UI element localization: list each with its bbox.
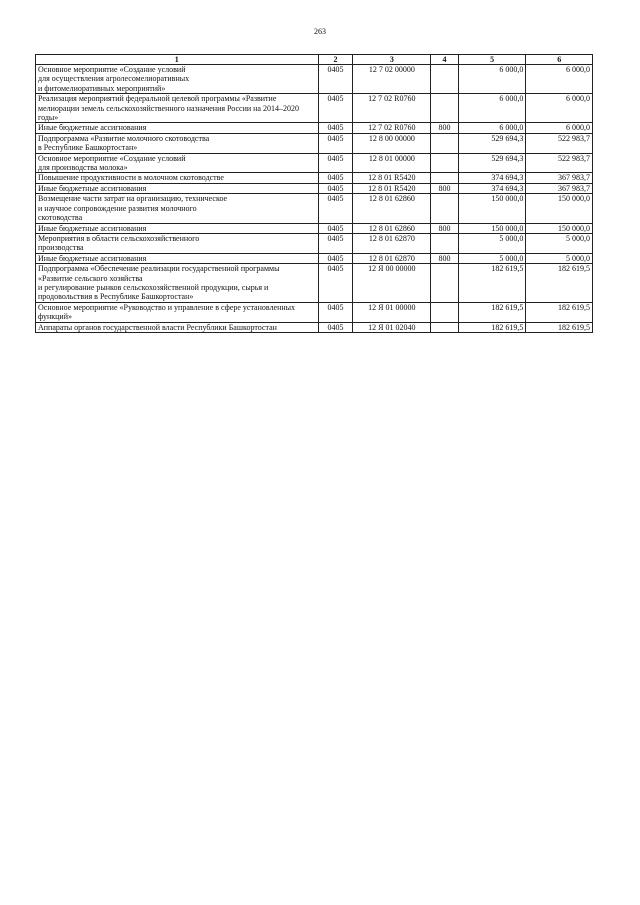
row-target-code-cell: 12 8 01 00000 <box>353 153 431 173</box>
row-amount-2-cell: 182 619,5 <box>526 322 593 332</box>
row-section-cell: 0405 <box>318 153 353 173</box>
column-header-5: 5 <box>458 55 526 65</box>
row-amount-2-cell: 367 983,7 <box>526 173 593 183</box>
row-amount-1-cell: 182 619,5 <box>458 264 526 303</box>
row-target-code-cell: 12 8 01 62860 <box>353 223 431 233</box>
budget-table <box>35 54 593 333</box>
row-expense-type-cell <box>431 94 459 123</box>
row-amount-1-cell: 150 000,0 <box>458 223 526 233</box>
row-amount-2-cell: 6 000,0 <box>526 65 593 94</box>
row-amount-1-cell: 5 000,0 <box>458 233 526 253</box>
table-row <box>36 133 593 153</box>
table-row <box>36 253 593 263</box>
row-amount-1-cell: 150 000,0 <box>458 194 526 223</box>
table-row <box>36 194 593 223</box>
row-target-code-cell: 12 8 00 00000 <box>353 133 431 153</box>
row-name-cell: Основное мероприятие «Создание условий для производства молока» <box>36 153 319 173</box>
row-name-cell: Иные бюджетные ассигнования <box>36 223 319 233</box>
row-amount-2-cell: 522 983,7 <box>526 153 593 173</box>
row-name-cell: Основное мероприятие «Создание условий для осуществления агролесомелиоративных и фитомелиоративных мероприятий» <box>36 65 319 94</box>
row-section-cell: 0405 <box>318 233 353 253</box>
row-section-cell: 0405 <box>318 183 353 193</box>
table-row <box>36 94 593 123</box>
row-expense-type-cell <box>431 302 459 322</box>
row-target-code-cell: 12 7 02 R0760 <box>353 123 431 133</box>
row-section-cell: 0405 <box>318 194 353 223</box>
table-body <box>36 65 593 333</box>
row-name-cell: Возмещение части затрат на организацию, техническое и научное сопровождение развития молочного скотоводства <box>36 194 319 223</box>
row-target-code-cell: 12 8 01 62870 <box>353 233 431 253</box>
row-section-cell: 0405 <box>318 65 353 94</box>
row-expense-type-cell <box>431 133 459 153</box>
row-amount-1-cell: 6 000,0 <box>458 94 526 123</box>
row-name-cell: Иные бюджетные ассигнования <box>36 253 319 263</box>
table-row <box>36 233 593 253</box>
row-section-cell: 0405 <box>318 264 353 303</box>
row-expense-type-cell <box>431 153 459 173</box>
row-section-cell: 0405 <box>318 94 353 123</box>
row-section-cell: 0405 <box>318 173 353 183</box>
row-expense-type-cell <box>431 233 459 253</box>
column-header-4: 4 <box>431 55 459 65</box>
row-section-cell: 0405 <box>318 133 353 153</box>
row-name-cell: Мероприятия в области сельскохозяйственного производства <box>36 233 319 253</box>
column-header-3: 3 <box>353 55 431 65</box>
table-header-row <box>36 55 593 65</box>
row-expense-type-cell <box>431 173 459 183</box>
table-row <box>36 183 593 193</box>
row-name-cell: Иные бюджетные ассигнования <box>36 123 319 133</box>
row-expense-type-cell <box>431 194 459 223</box>
row-amount-2-cell: 522 983,7 <box>526 133 593 153</box>
row-name-cell: Подпрограмма «Развитие молочного скотоводства в Республике Башкортостан» <box>36 133 319 153</box>
row-amount-2-cell: 150 000,0 <box>526 194 593 223</box>
row-target-code-cell: 12 8 01 62860 <box>353 194 431 223</box>
row-target-code-cell: 12 7 02 R0760 <box>353 94 431 123</box>
row-target-code-cell: 12 8 01 62870 <box>353 253 431 263</box>
row-amount-1-cell: 374 694,3 <box>458 183 526 193</box>
row-amount-2-cell: 6 000,0 <box>526 94 593 123</box>
row-target-code-cell: 12 8 01 R5420 <box>353 183 431 193</box>
table-row <box>36 123 593 133</box>
table-row <box>36 173 593 183</box>
row-amount-1-cell: 529 694,3 <box>458 133 526 153</box>
row-amount-2-cell: 6 000,0 <box>526 123 593 133</box>
row-name-cell: Иные бюджетные ассигнования <box>36 183 319 193</box>
row-expense-type-cell <box>431 264 459 303</box>
row-amount-2-cell: 367 983,7 <box>526 183 593 193</box>
table-row <box>36 264 593 303</box>
page-number: 263 <box>314 27 326 36</box>
row-amount-2-cell: 182 619,5 <box>526 302 593 322</box>
row-expense-type-cell: 800 <box>431 253 459 263</box>
row-amount-1-cell: 182 619,5 <box>458 302 526 322</box>
table-row <box>36 153 593 173</box>
row-expense-type-cell: 800 <box>431 183 459 193</box>
row-amount-1-cell: 6 000,0 <box>458 123 526 133</box>
row-section-cell: 0405 <box>318 253 353 263</box>
row-amount-2-cell: 182 619,5 <box>526 264 593 303</box>
row-expense-type-cell <box>431 322 459 332</box>
row-target-code-cell: 12 Я 00 00000 <box>353 264 431 303</box>
row-target-code-cell: 12 7 02 00000 <box>353 65 431 94</box>
row-section-cell: 0405 <box>318 223 353 233</box>
row-expense-type-cell: 800 <box>431 223 459 233</box>
row-target-code-cell: 12 8 01 R5420 <box>353 173 431 183</box>
column-header-1: 1 <box>36 55 319 65</box>
row-expense-type-cell <box>431 65 459 94</box>
row-name-cell: Аппараты органов государственной власти Республики Башкортостан <box>36 322 319 332</box>
row-amount-1-cell: 6 000,0 <box>458 65 526 94</box>
row-expense-type-cell: 800 <box>431 123 459 133</box>
row-name-cell: Повышение продуктивности в молочном скотоводстве <box>36 173 319 183</box>
column-header-6: 6 <box>526 55 593 65</box>
row-section-cell: 0405 <box>318 322 353 332</box>
table-row <box>36 223 593 233</box>
row-amount-1-cell: 5 000,0 <box>458 253 526 263</box>
row-target-code-cell: 12 Я 01 00000 <box>353 302 431 322</box>
row-amount-2-cell: 150 000,0 <box>526 223 593 233</box>
row-section-cell: 0405 <box>318 302 353 322</box>
table-row <box>36 65 593 94</box>
table-row <box>36 302 593 322</box>
row-amount-2-cell: 5 000,0 <box>526 253 593 263</box>
row-amount-1-cell: 374 694,3 <box>458 173 526 183</box>
column-header-2: 2 <box>318 55 353 65</box>
row-name-cell: Подпрограмма «Обеспечение реализации государственной программы «Развитие сельского хозяйства и регулирование рынков сельскохозяйственной продукции, сырья и продовольствия в Республике Башкортостан» <box>36 264 319 303</box>
row-amount-1-cell: 182 619,5 <box>458 322 526 332</box>
table-row <box>36 322 593 332</box>
row-name-cell: Реализация мероприятий федеральной целевой программы «Развитие мелиорации земель сельскохозяйственного назначения России на 2014–2020 годы» <box>36 94 319 123</box>
row-amount-1-cell: 529 694,3 <box>458 153 526 173</box>
row-target-code-cell: 12 Я 01 02040 <box>353 322 431 332</box>
row-name-cell: Основное мероприятие «Руководство и управление в сфере установленных функций» <box>36 302 319 322</box>
row-section-cell: 0405 <box>318 123 353 133</box>
row-amount-2-cell: 5 000,0 <box>526 233 593 253</box>
